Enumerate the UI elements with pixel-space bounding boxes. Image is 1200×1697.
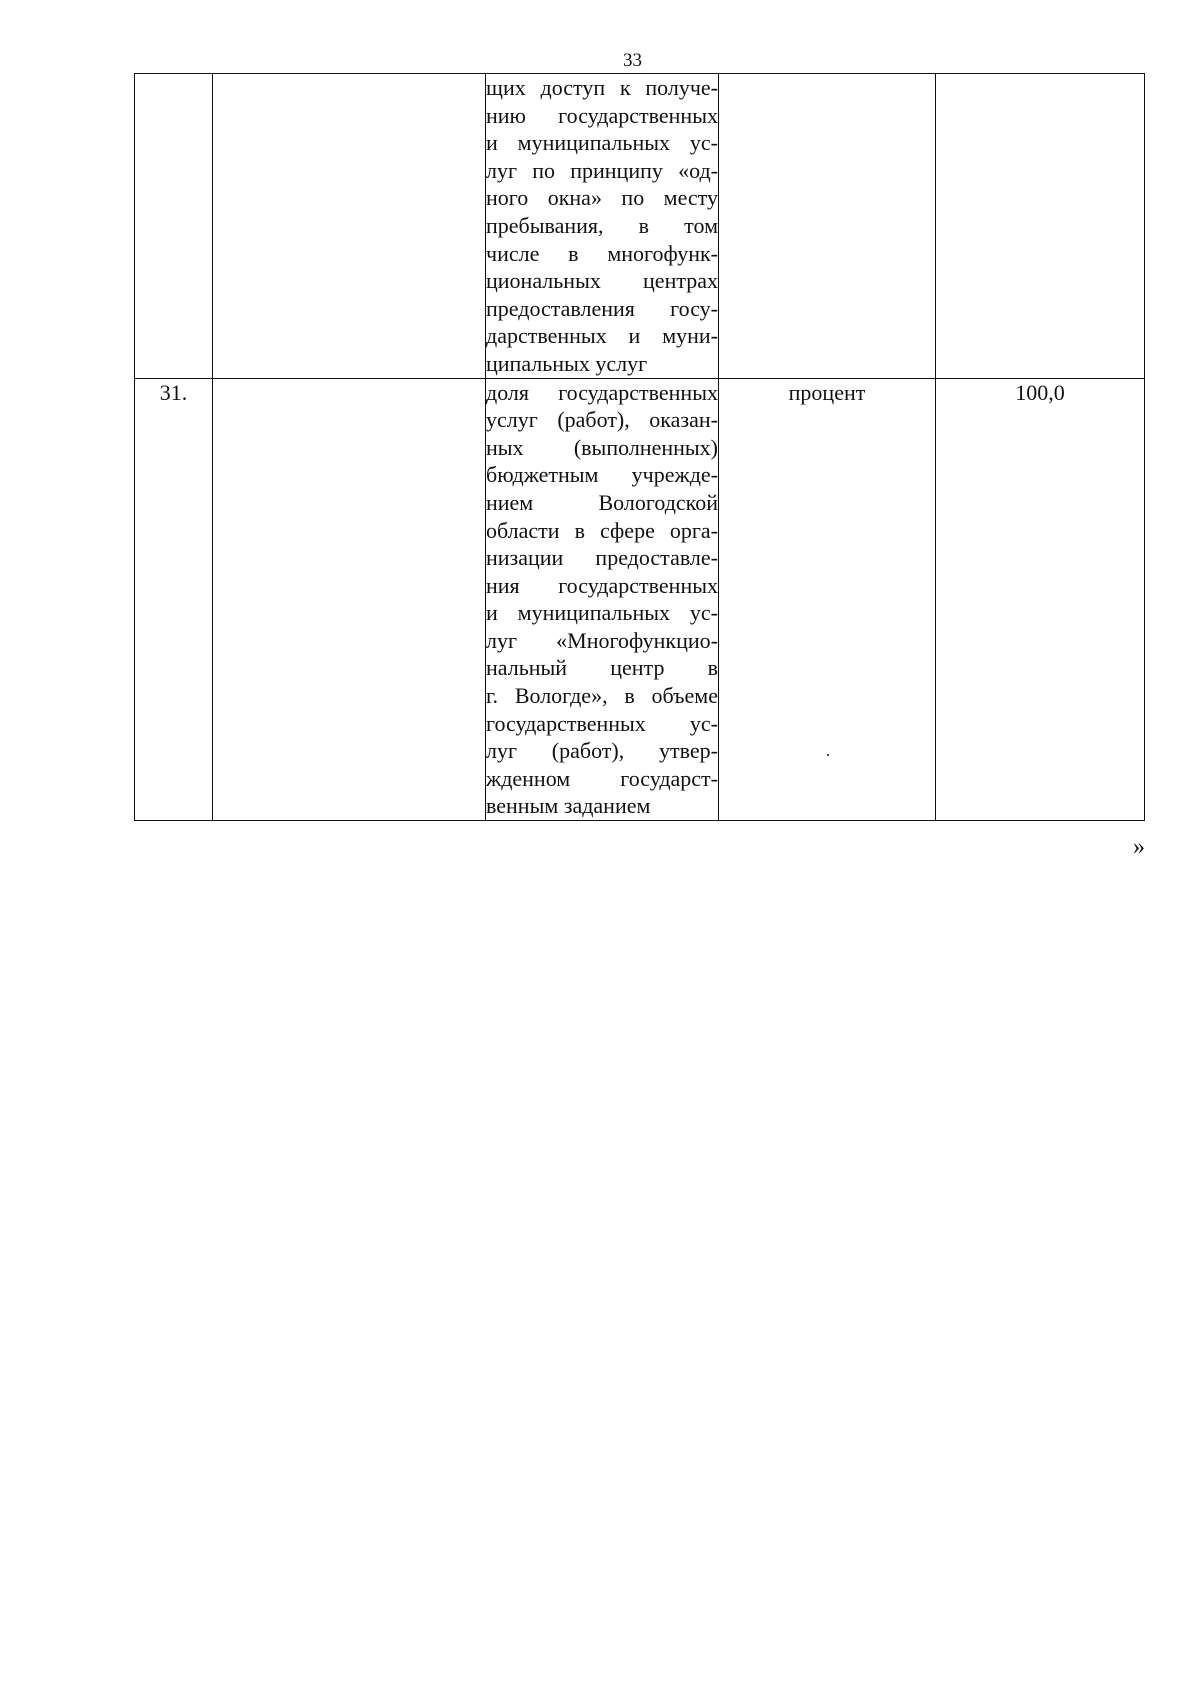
description-line: жденном государст- [486, 765, 718, 791]
description-line: нием Вологодской [486, 489, 718, 515]
description-line: венным заданием [486, 793, 651, 819]
description-line: и муниципальных ус- [486, 600, 718, 626]
indicator-description-cell [486, 378, 719, 821]
description-line: доля государственных [486, 379, 718, 405]
indicator-description-cell [486, 74, 719, 379]
description-line: луг по принципу «од- [486, 157, 718, 183]
description-line: области в сфере орга- [486, 517, 718, 543]
description-line: низации предоставле- [486, 545, 718, 571]
description-line: г. Вологде», в объеме [486, 683, 718, 709]
description-line: циональных центрах [486, 268, 718, 294]
description-line: пребывания, в том [486, 212, 718, 238]
row-number-cell [135, 74, 213, 379]
description-line: предоставления госу- [486, 295, 718, 321]
unit-cell [719, 378, 936, 821]
closing-quote: » [1133, 834, 1145, 860]
value-cell [936, 74, 1145, 379]
unit-label: процент [788, 379, 866, 405]
description-line: ния государственных [486, 572, 718, 598]
scan-dot [827, 754, 829, 756]
value-cell: 100,0 [936, 378, 1145, 821]
description-line: нию государственных [486, 102, 718, 128]
description-line: луг (работ), утвер- [486, 738, 718, 764]
description-line: нальный центр в [486, 655, 718, 681]
blank-cell [213, 378, 486, 821]
unit-cell [719, 74, 936, 379]
description-line: луг «Многофункцио- [486, 627, 718, 653]
page-number: 33 [623, 50, 642, 71]
description-line: дарственных и муни- [486, 323, 718, 349]
row-number-cell: 31. [135, 378, 213, 821]
description-line: ных (выполненных) [486, 434, 718, 460]
description-line: ного окна» по месту [486, 185, 718, 211]
description-line: и муниципальных ус- [486, 130, 718, 156]
blank-cell [213, 74, 486, 379]
indicator-table [134, 73, 1145, 821]
description-line: услуг (работ), оказан- [486, 407, 718, 433]
description-line: ципальных услуг [486, 350, 648, 376]
table-row [135, 378, 1145, 821]
description-line: щих доступ к получе- [486, 75, 718, 100]
description-line: бюджетным учрежде- [486, 462, 718, 488]
table-row [135, 74, 1145, 379]
description-line: государственных ус- [486, 710, 718, 736]
description-line: числе в многофунк- [486, 240, 718, 266]
